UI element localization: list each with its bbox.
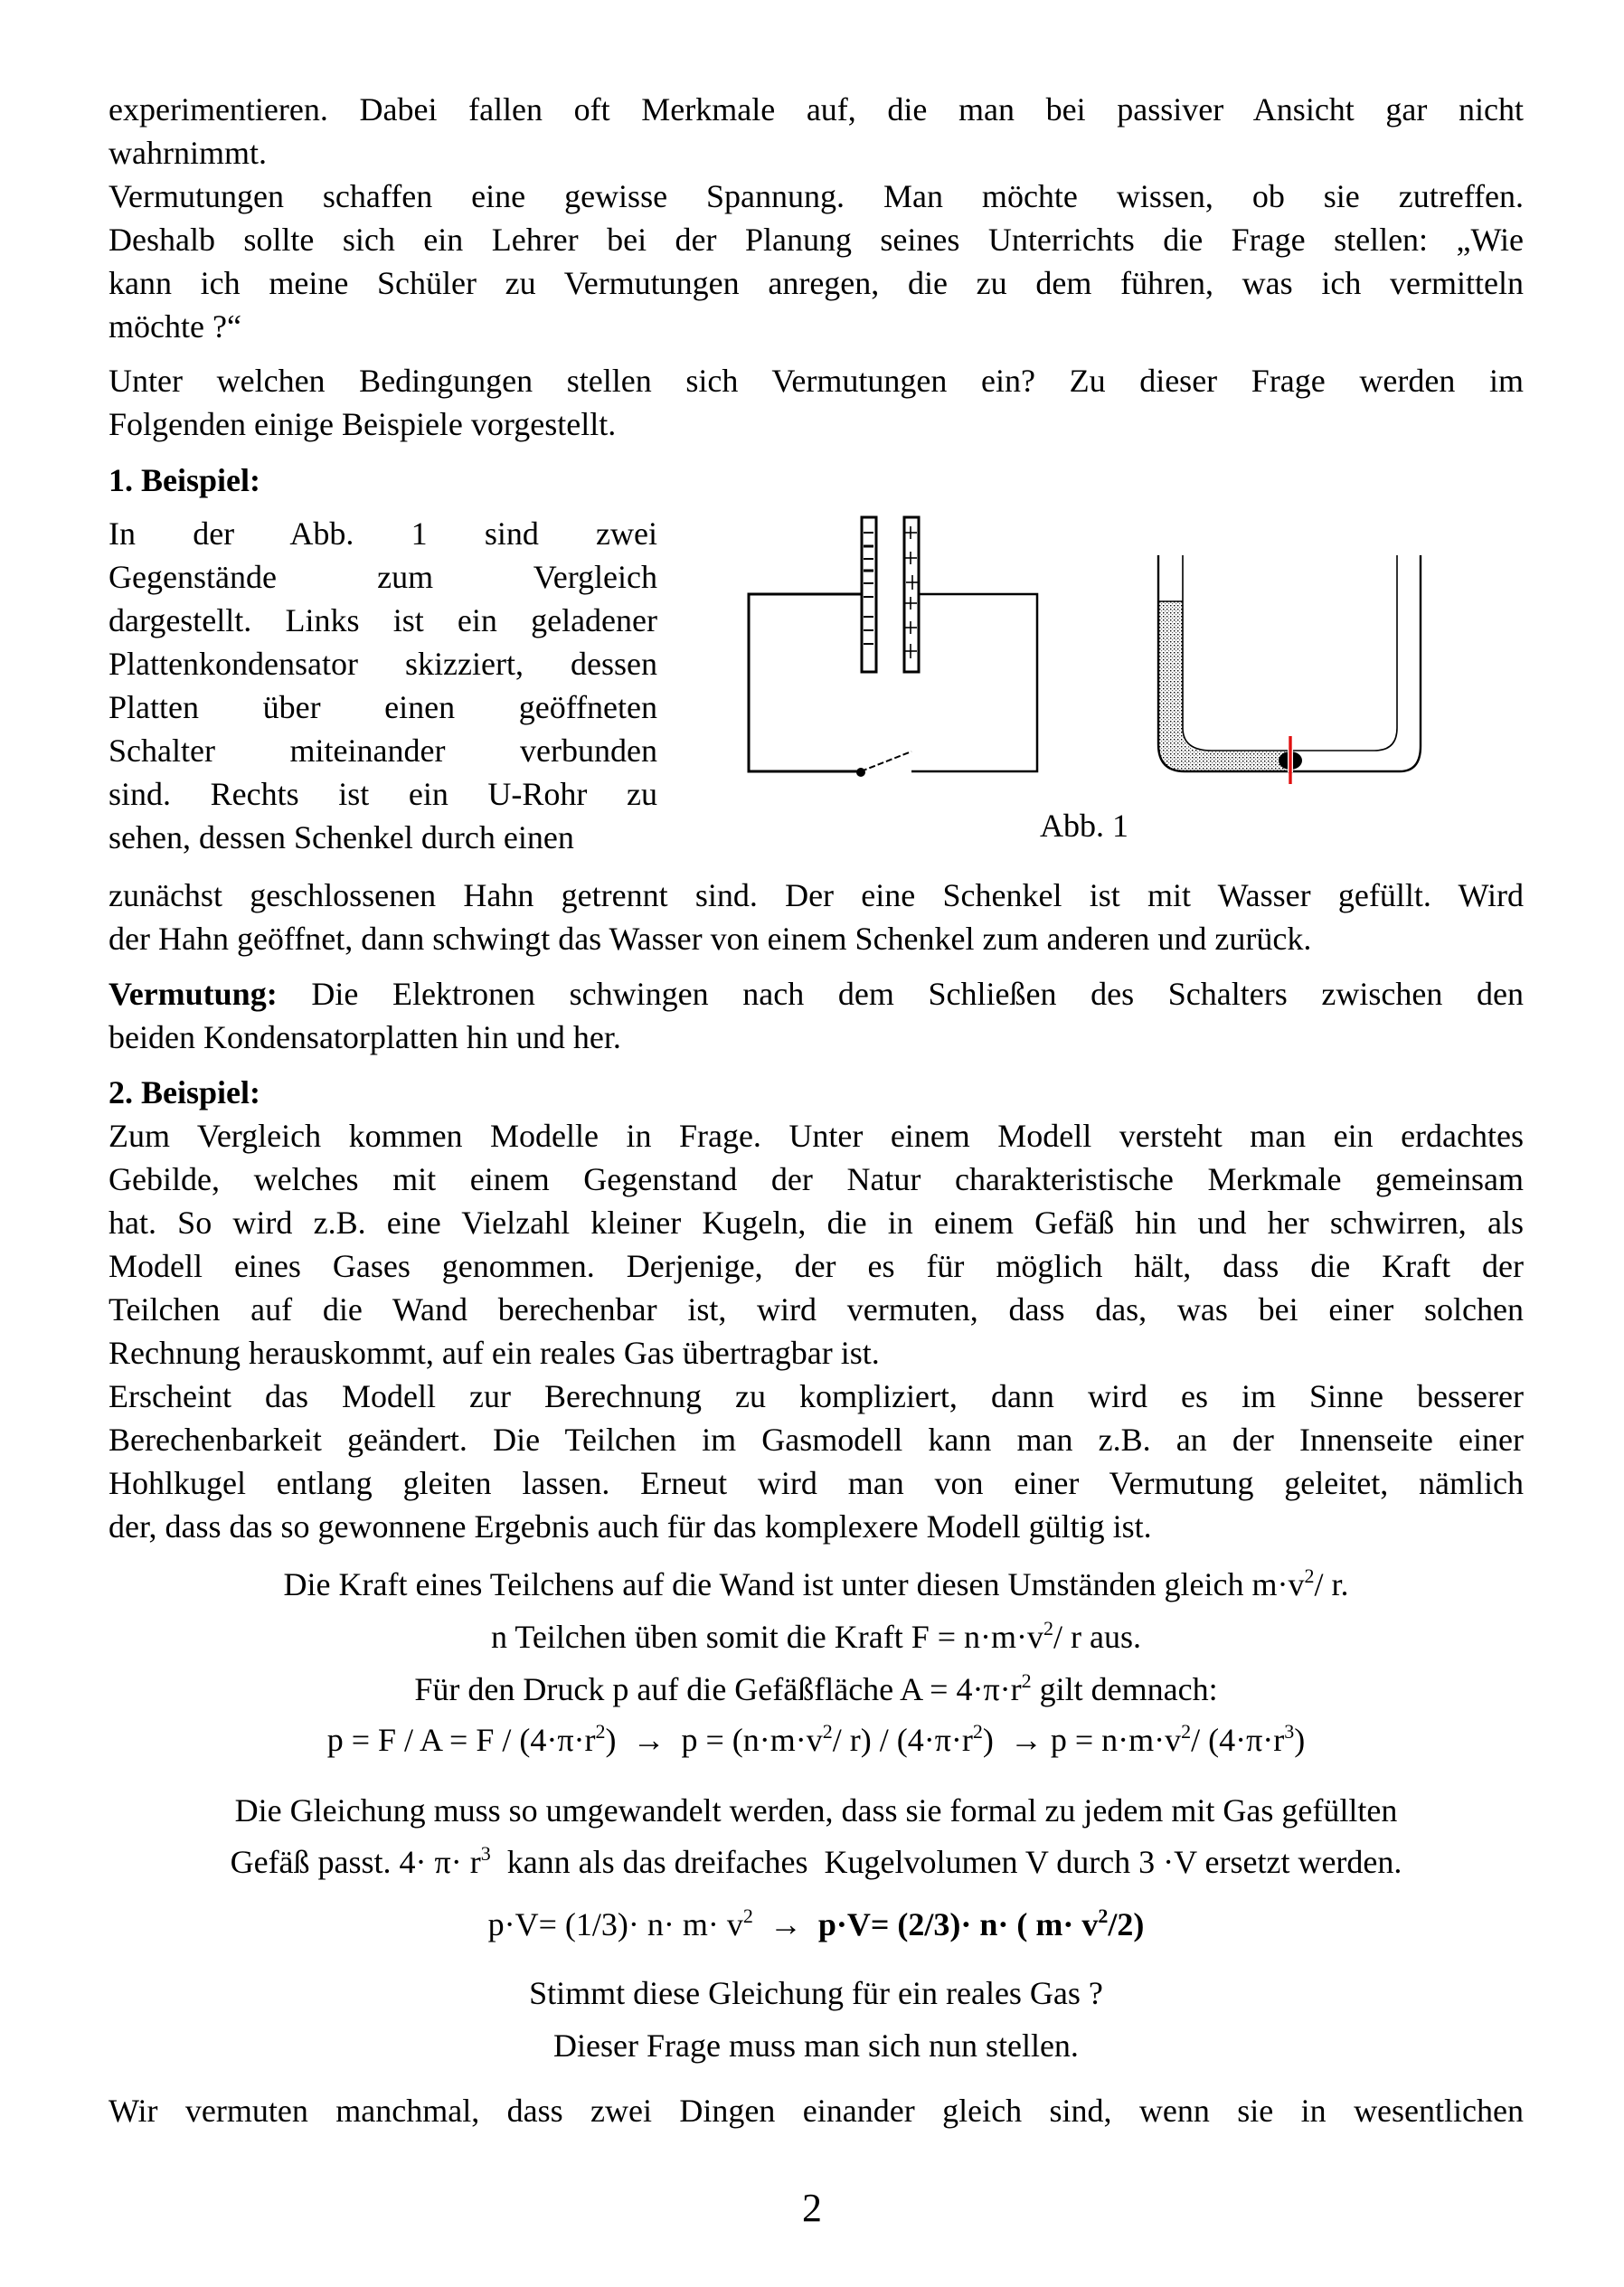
text-line: Gebilde, welches mit einem Gegenstand der Natur charakteristische Merkmale gemeinsam (109, 1161, 1524, 1197)
hypothesis-label: Vermutung: (109, 976, 278, 1012)
text-line: Zum Vergleich kommen Modelle in Frage. Unter einem Modell versteht man ein erdachtes (109, 1118, 1524, 1154)
text-line: möchte ?“ (109, 308, 241, 345)
example-1-continuation (109, 874, 1524, 960)
formula-line-3: Für den Druck p auf die Gefäßfläche $A = 4\cdot\pi\cdot r^2$ gilt demnach: (414, 1669, 1218, 1707)
text-line: Unter welchen Bedingungen stellen sich Vermutungen ein? Zu dieser Frage werden im (109, 363, 1524, 399)
question-line: Stimmt diese Gleichung für ein reales Gas ? (529, 1975, 1103, 2011)
text-line: Hohlkugel entlang gleiten lassen. Erneut wird man von einer Vermutung geleitet, nämlich (109, 1465, 1524, 1501)
text-line: Vermutungen schaffen eine gewisse Spannung. Man möchte wissen, ob sie zutreffen. (109, 178, 1524, 214)
text-line: Berechenbarkeit geändert. Die Teilchen im Gasmodell kann man z.B. an der Innenseite einer (109, 1422, 1524, 1458)
formula-line-2: n Teilchen üben somit die Kraft $F = n\cdot m\cdot v^2/$ r aus. (491, 1617, 1141, 1655)
text-line: dargestellt. Links ist ein geladener (109, 602, 657, 638)
u-tube-diagram (1148, 547, 1438, 800)
formula-line-5: Die Gleichung muss so umgewandelt werden, dass sie formal zu jedem mit Gas gefüllten (234, 1792, 1398, 1829)
text-line: sind. Rechts ist ein U-Rohr zu (109, 776, 657, 812)
text-line: Rechnung herauskommt, auf ein reales Gas übertragbar ist. (109, 1335, 880, 1371)
closing-paragraph (109, 2089, 1524, 2132)
text-line: In der Abb. 1 sind zwei (109, 515, 657, 552)
text-line: Folgenden einige Beispiele vorgestellt. (109, 406, 617, 442)
text-line (109, 972, 1524, 1016)
intro-paragraph-1 (109, 88, 1524, 175)
example-2-paragraph-1 (109, 1114, 1524, 1375)
text-line: beiden Kondensatorplatten hin und her. (109, 1019, 621, 1055)
text-line: wahrnimmt. (109, 135, 267, 171)
text-line: Erscheint das Modell zur Berechnung zu kompliziert, dann wird es im Sinne besserer (109, 1378, 1524, 1414)
text-line: Gegenstände zum Vergleich (109, 559, 657, 595)
text-line: Plattenkondensator skizziert, dessen (109, 646, 657, 682)
example-1-side-text (109, 512, 657, 859)
example-1-heading (109, 458, 1524, 502)
text-line: der Hahn geöffnet, dann schwingt das Wasser von einem Schenkel zum anderen und zurück. (109, 921, 1312, 957)
formula-line-4: $p = F / A = F / (4\cdot\pi\cdot r^2) \to p = (n\cdot m\cdot v^2/$ $r) / (4\cdot\pi\cdot r^2) \to p = n\cdot m\cdot v^2/$ $(4\cdot\pi\cdot r^3)$ (326, 1720, 1306, 1758)
example-1-hypothesis (109, 972, 1524, 1059)
text-line: Schalter miteinander verbunden (109, 732, 657, 769)
text-line: Modell eines Gases genommen. Derjenige, der es für möglich hält, dass die Kraft der (109, 1248, 1524, 1284)
formula-block-2 (109, 1789, 1524, 1946)
intro-paragraph-3 (109, 359, 1524, 446)
text-line: Platten über einen geöffneten (109, 689, 657, 725)
question-block (109, 1971, 1524, 2067)
text-line: zunächst geschlossenen Hahn getrennt sind. Der eine Schenkel ist mit Wasser gefüllt. Wird (109, 877, 1524, 913)
page-number: 2 (802, 2186, 822, 2230)
question-follow-line: Dieser Frage muss man sich nun stellen. (553, 2027, 1079, 2064)
figure-caption: Abb. 1 (1040, 808, 1128, 844)
text-line: kann ich meine Schüler zu Vermutungen anregen, die zu dem führen, was ich vermitteln (109, 265, 1524, 301)
text-line: der, dass das so gewonnene Ergebnis auch für das komplexere Modell gültig ist. (109, 1508, 1152, 1545)
text-line: Deshalb sollte sich ein Lehrer bei der Planung seines Unterrichts die Frage stellen: „Wie (109, 222, 1524, 258)
key-equation: p·V= (2/3)· n· ( $m\cdot v^2/2$) (817, 1904, 1145, 1942)
hypothesis-text: Die Elektronen schwingen nach dem Schließen des Schalters zwischen den (277, 976, 1524, 1012)
text-line: experimentieren. Dabei fallen oft Merkmale auf, die man bei passiver Ansicht gar nicht (109, 91, 1524, 128)
switch-pivot-icon (856, 768, 865, 777)
formula-block (109, 1563, 1524, 1762)
text-line: hat. So wird z.B. eine Vielzahl kleiner Kugeln, die in einem Gefäß hin und her schwirren, als (109, 1205, 1524, 1241)
example-2-heading (109, 1071, 1524, 1114)
example-2-paragraph-2 (109, 1375, 1524, 1548)
text-line: sehen, dessen Schenkel durch einen (109, 819, 574, 855)
capacitor-circuit-diagram (741, 506, 1049, 787)
text-line: Wir vermuten manchmal, dass zwei Dingen einander gleich sind, wenn sie in wesentlichen (109, 2093, 1524, 2129)
intro-paragraph-2 (109, 175, 1524, 348)
formula-line-1: Die Kraft eines Teilchens auf die Wand ist unter diesen Umständen gleich $m\cdot v^2/$ r. (283, 1564, 1349, 1602)
formula-line-7: $p\cdot V= (1/3)\cdot n\cdot m\cdot v^2 \to p\cdot V= (2/3)\cdot n\cdot$ ( $m\cdot v^2/2$) (487, 1904, 1145, 1942)
section-heading: 2. Beispiel: (109, 1074, 260, 1110)
text-line: Teilchen auf die Wand berechenbar ist, wird vermuten, dass das, was bei einer solchen (109, 1291, 1524, 1328)
formula-line-6: Gefäß passt. $4\cdot \pi\cdot r^3$ kann als das dreifaches Kugelvolumen V durch 3 ·V ersetzt werden. (230, 1842, 1402, 1880)
section-heading: 1. Beispiel: (109, 462, 260, 498)
